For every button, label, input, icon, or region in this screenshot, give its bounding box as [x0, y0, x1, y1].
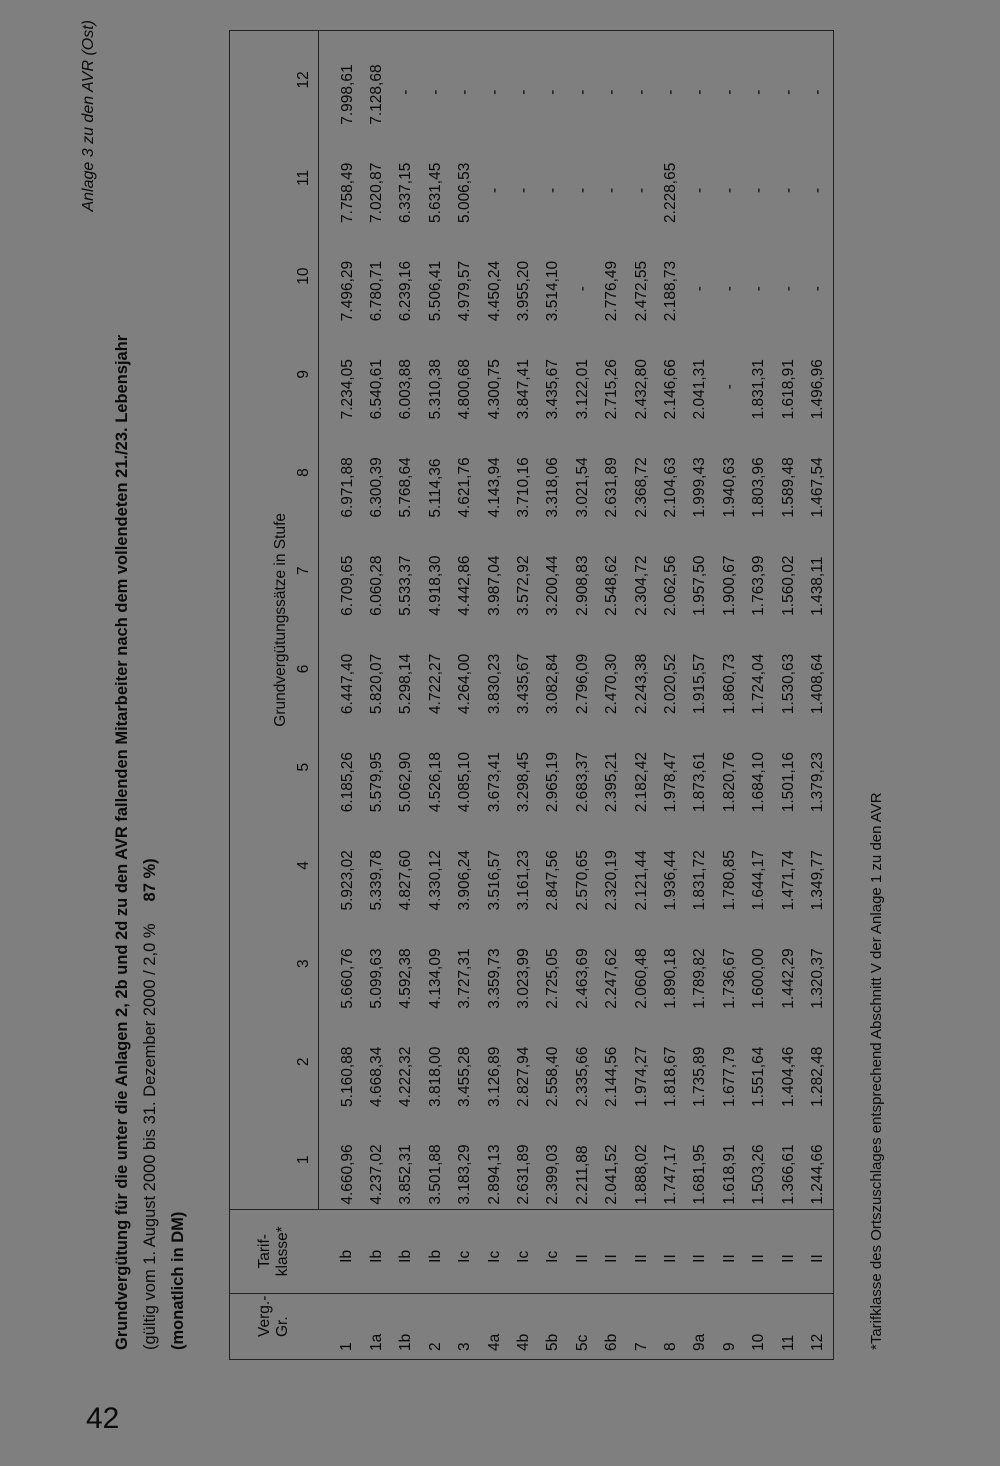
- salary-cell: 2.548,62: [603, 555, 621, 616]
- salary-cell: 3.359,73: [485, 948, 503, 1009]
- salary-cell: 2.228,65: [661, 162, 679, 223]
- verg-gr-cell: 1: [319, 1293, 363, 1359]
- salary-cell: 2.104,63: [661, 457, 679, 518]
- table-row: [480, 31, 509, 1360]
- salary-cell: 1.404,46: [779, 1046, 797, 1107]
- stufe-header: 4: [290, 816, 319, 914]
- salary-cell: -: [573, 187, 591, 193]
- header-tarifklasse: Tarif- klasse*: [230, 1209, 319, 1293]
- salary-cell: 4.330,12: [426, 850, 444, 911]
- salary-cell: 6.447,40: [338, 653, 356, 715]
- salary-cell: 1.471,74: [779, 850, 797, 911]
- tarifklasse-cell: Ib: [319, 1209, 363, 1293]
- salary-cell: 1.244,66: [808, 1144, 826, 1205]
- tarifklasse-cell: Ib: [421, 1209, 450, 1293]
- salary-cell: 2.304,72: [632, 555, 650, 616]
- salary-cell: 1.940,63: [720, 457, 738, 518]
- salary-cell: -: [661, 89, 679, 95]
- salary-cell: 6.239,16: [397, 260, 415, 322]
- table-row: [362, 31, 391, 1360]
- salary-cell: 1.978,47: [661, 751, 679, 813]
- salary-cell: 3.906,24: [456, 850, 474, 911]
- salary-cell: -: [720, 89, 738, 95]
- salary-cell: 2.683,37: [573, 751, 591, 813]
- stufe-header-row: [290, 31, 319, 1360]
- validity-line: [136, 335, 164, 1350]
- salary-cell: 1.530,63: [779, 653, 797, 715]
- salary-cell: 4.450,24: [485, 260, 503, 322]
- salary-cell: 3.673,41: [485, 751, 503, 813]
- salary-cell: 5.768,64: [397, 457, 415, 518]
- verg-gr-cell: 5b: [539, 1293, 568, 1359]
- salary-cell: 3.023,99: [515, 948, 533, 1009]
- salary-cell: -: [515, 89, 533, 95]
- salary-cell: 2.121,44: [632, 850, 650, 911]
- salary-cell: 2.211,88: [573, 1145, 591, 1205]
- tarifklasse-cell: II: [774, 1209, 803, 1293]
- salary-cell: 4.918,30: [426, 555, 444, 616]
- tarifklasse-cell: II: [627, 1209, 656, 1293]
- salary-cell: 2.144,56: [603, 1046, 621, 1107]
- stufe-header: 11: [290, 129, 319, 227]
- salary-cell: 5.339,78: [368, 850, 386, 911]
- salary-cell: 1.915,57: [691, 653, 709, 715]
- salary-cell: 2.062,56: [661, 555, 679, 616]
- table-row: [774, 31, 803, 1360]
- salary-cell: 2.060,48: [632, 948, 650, 1009]
- salary-cell: 4.827,60: [397, 850, 415, 911]
- stufe-header: 7: [290, 522, 319, 620]
- salary-cell: 1.736,67: [720, 948, 738, 1009]
- salary-cell: 5.006,53: [456, 162, 474, 223]
- salary-cell: 3.572,92: [515, 555, 533, 616]
- salary-cell: 3.122,01: [573, 359, 591, 420]
- salary-cell: 2.041,52: [603, 1144, 621, 1205]
- salary-cell: 1.735,89: [691, 1046, 709, 1107]
- salary-cell: 4.526,18: [426, 751, 444, 813]
- salary-cell: 2.368,72: [632, 457, 650, 518]
- salary-cell: 1.888,02: [632, 1144, 650, 1205]
- salary-cell: -: [720, 384, 738, 390]
- salary-cell: 6.060,28: [368, 555, 386, 616]
- tarifklasse-cell: Ic: [539, 1209, 568, 1293]
- salary-cell: -: [808, 286, 826, 292]
- salary-cell: 1.496,96: [808, 359, 826, 420]
- salary-cell: 4.134,09: [426, 948, 444, 1009]
- tarifklasse-cell: II: [803, 1209, 833, 1293]
- salary-cell: 4.592,38: [397, 948, 415, 1009]
- salary-cell: 5.298,14: [397, 653, 415, 715]
- verg-gr-cell: 9a: [686, 1293, 715, 1359]
- salary-cell: -: [808, 89, 826, 95]
- salary-cell: 3.455,28: [456, 1046, 474, 1107]
- table-row: [686, 31, 715, 1360]
- salary-cell: 2.908,83: [573, 555, 591, 616]
- tarifklasse-cell: II: [568, 1209, 597, 1293]
- salary-cell: 1.789,82: [691, 948, 709, 1009]
- verg-gr-cell: 8: [656, 1293, 685, 1359]
- rotated-page: [70, 20, 930, 1430]
- salary-cell: 1.366,61: [779, 1144, 797, 1205]
- salary-cell: 2.796,09: [573, 653, 591, 715]
- salary-cell: 2.041,31: [691, 359, 709, 420]
- salary-cell: 5.062,90: [397, 751, 415, 813]
- salary-cell: -: [632, 187, 650, 193]
- salary-cell: 1.957,50: [691, 555, 709, 616]
- salary-cell: 2.715,26: [603, 359, 621, 420]
- salary-cell: 3.161,23: [515, 850, 533, 911]
- salary-cell: -: [779, 286, 797, 292]
- salary-cell: 2.335,66: [573, 1046, 591, 1107]
- salary-cell: 2.432,80: [632, 359, 650, 420]
- salary-cell: 3.435,67: [515, 653, 533, 715]
- salary-cell: 3.727,31: [456, 948, 474, 1009]
- header-verg-gr: Verg.- Gr.: [230, 1293, 319, 1359]
- salary-cell: 1.936,44: [661, 850, 679, 911]
- salary-cell: 4.300,75: [485, 359, 503, 420]
- table-row: [392, 31, 421, 1360]
- salary-cell: 2.472,55: [632, 260, 650, 322]
- verg-gr-cell: 5c: [568, 1293, 597, 1359]
- salary-cell: 7.020,87: [368, 162, 386, 223]
- verg-gr-cell: 1a: [362, 1293, 391, 1359]
- salary-cell: 5.923,02: [338, 850, 356, 911]
- salary-cell: 1.618,91: [779, 359, 797, 420]
- table-row: [627, 31, 656, 1360]
- salary-cell: 4.237,02: [368, 1144, 386, 1205]
- salary-table: [229, 30, 834, 1360]
- salary-cell: -: [632, 89, 650, 95]
- table-row: [744, 31, 773, 1360]
- salary-cell: 1.999,43: [691, 457, 709, 518]
- salary-cell: 2.965,19: [544, 751, 562, 813]
- salary-cell: 3.435,67: [544, 359, 562, 420]
- salary-cell: 2.320,19: [603, 850, 621, 911]
- salary-cell: 1.860,73: [720, 653, 738, 715]
- salary-cell: 1.438,11: [808, 556, 826, 616]
- verg-gr-cell: 9: [715, 1293, 744, 1359]
- tarifklasse-cell: Ic: [451, 1209, 480, 1293]
- verg-gr-cell: 7: [627, 1293, 656, 1359]
- tarifklasse-cell: II: [686, 1209, 715, 1293]
- footnote: *Tarifklasse des Ortszuschlages entsprechend Abschnitt V der Anlage 1 zu den AVR: [868, 792, 885, 1350]
- salary-cell: -: [603, 187, 621, 193]
- salary-cell: 7.128,68: [368, 64, 386, 125]
- salary-cell: 1.644,17: [750, 850, 768, 911]
- table-row: [451, 31, 480, 1360]
- salary-cell: 5.820,07: [368, 653, 386, 715]
- salary-cell: 2.399,03: [544, 1144, 562, 1205]
- salary-cell: 4.222,32: [397, 1046, 415, 1107]
- salary-cell: -: [456, 89, 474, 95]
- salary-cell: 3.501,88: [426, 1144, 444, 1205]
- salary-cell: 3.200,44: [544, 555, 562, 616]
- salary-cell: 1.467,54: [808, 457, 826, 518]
- salary-cell: 7.234,05: [338, 359, 356, 420]
- salary-cell: 2.020,52: [661, 653, 679, 715]
- table-row: [656, 31, 685, 1360]
- salary-cell: -: [397, 89, 415, 95]
- salary-cell: 3.514,10: [544, 260, 562, 322]
- salary-cell: -: [720, 286, 738, 292]
- salary-cell: 2.395,21: [603, 751, 621, 813]
- tarifklasse-cell: Ib: [362, 1209, 391, 1293]
- salary-cell: -: [720, 187, 738, 193]
- salary-cell: 4.264,00: [456, 653, 474, 715]
- salary-cell: 2.827,94: [515, 1046, 533, 1107]
- salary-cell: -: [691, 89, 709, 95]
- salary-cell: 2.243,38: [632, 653, 650, 715]
- salary-cell: 1.681,95: [691, 1144, 709, 1205]
- salary-cell: 3.987,04: [485, 555, 503, 616]
- verg-gr-cell: 1b: [392, 1293, 421, 1359]
- salary-cell: 7.496,29: [338, 260, 356, 322]
- page-number: 42: [86, 1402, 120, 1435]
- salary-cell: -: [573, 286, 591, 292]
- salary-cell: 1.803,96: [750, 457, 768, 518]
- salary-cell: 7.998,61: [338, 64, 356, 125]
- salary-cell: 1.974,27: [632, 1046, 650, 1107]
- verg-gr-cell: 3: [451, 1293, 480, 1359]
- salary-cell: 2.470,30: [603, 653, 621, 715]
- salary-cell: -: [485, 89, 503, 95]
- salary-cell: 5.099,63: [368, 948, 386, 1009]
- salary-cell: 1.551,64: [750, 1046, 768, 1107]
- salary-cell: 2.188,73: [661, 260, 679, 322]
- salary-cell: -: [691, 187, 709, 193]
- table-row: [539, 31, 568, 1360]
- table-row: [421, 31, 450, 1360]
- salary-cell: 4.660,96: [338, 1144, 356, 1205]
- salary-cell: 1.724,04: [750, 653, 768, 715]
- tarifklasse-cell: II: [656, 1209, 685, 1293]
- salary-cell: 1.831,72: [691, 850, 709, 911]
- table-row: [568, 31, 597, 1360]
- salary-cell: -: [426, 89, 444, 95]
- salary-cell: 1.349,77: [808, 850, 826, 911]
- annex-label: Anlage 3 zu den AVR (Ost): [80, 20, 97, 212]
- verg-gr-cell: 4b: [509, 1293, 538, 1359]
- salary-cell: -: [779, 187, 797, 193]
- salary-cell: 2.146,66: [661, 359, 679, 420]
- salary-cell: 3.082,84: [544, 653, 562, 715]
- tarifklasse-cell: Ic: [480, 1209, 509, 1293]
- salary-cell: 1.763,99: [750, 555, 768, 616]
- salary-cell: 5.310,38: [426, 359, 444, 420]
- salary-cell: 2.631,89: [603, 457, 621, 518]
- salary-cell: 3.847,41: [515, 359, 533, 420]
- salary-cell: 6.780,71: [368, 260, 386, 322]
- salary-cell: 1.282,48: [808, 1046, 826, 1107]
- salary-cell: -: [515, 187, 533, 193]
- salary-cell: 5.533,37: [397, 555, 415, 616]
- stufe-header: 5: [290, 718, 319, 816]
- salary-cell: 1.379,23: [808, 751, 826, 813]
- percentage-value: 87 %): [141, 858, 159, 902]
- salary-cell: -: [603, 89, 621, 95]
- salary-cell: 4.722,27: [426, 653, 444, 715]
- salary-cell: 4.085,10: [456, 751, 474, 813]
- salary-cell: 3.818,00: [426, 1046, 444, 1107]
- salary-cell: 1.747,17: [661, 1144, 679, 1205]
- salary-cell: 6.709,65: [338, 555, 356, 616]
- tarifklasse-cell: Ib: [392, 1209, 421, 1293]
- salary-cell: 1.684,10: [750, 751, 768, 813]
- salary-cell: -: [691, 286, 709, 292]
- salary-cell: 1.900,67: [720, 555, 738, 616]
- salary-cell: 1.589,48: [779, 457, 797, 518]
- salary-cell: 2.776,49: [603, 260, 621, 322]
- tarifklasse-cell: II: [598, 1209, 627, 1293]
- salary-cell: -: [750, 89, 768, 95]
- salary-cell: 3.516,57: [485, 850, 503, 911]
- tarifklasse-cell: II: [715, 1209, 744, 1293]
- salary-cell: 1.677,79: [720, 1046, 738, 1107]
- document-title: Grundvergütung für die unter die Anlagen 2, 2b und 2d zu den AVR fallenden Mitarbeiter nach dem vollendeten 21./23. Lebensjahr: [113, 334, 131, 1350]
- salary-cell: 2.570,65: [573, 850, 591, 911]
- heading-block: [108, 335, 192, 1350]
- salary-cell: 5.506,41: [426, 260, 444, 322]
- salary-cell: 3.021,54: [573, 457, 591, 518]
- salary-cell: -: [750, 187, 768, 193]
- salary-cell: 1.890,18: [661, 948, 679, 1009]
- header-stufe-title: Grundvergütungssätze in Stufe: [272, 513, 289, 727]
- salary-cell: 5.114,36: [426, 458, 444, 518]
- salary-cell: -: [544, 89, 562, 95]
- salary-cell: 4.143,94: [485, 457, 503, 518]
- salary-cell: 6.540,61: [368, 359, 386, 420]
- salary-cell: 6.337,15: [397, 162, 415, 223]
- salary-table-body: [319, 31, 834, 1360]
- salary-cell: 4.979,57: [456, 260, 474, 322]
- salary-cell: 7.758,49: [338, 162, 356, 223]
- salary-cell: 2.247,62: [603, 948, 621, 1009]
- stufe-header: 6: [290, 620, 319, 718]
- table-row: [319, 31, 363, 1360]
- salary-cell: 1.818,67: [661, 1046, 679, 1107]
- salary-cell: 2.894,13: [485, 1144, 503, 1205]
- salary-cell: -: [485, 187, 503, 193]
- salary-cell: 2.847,56: [544, 850, 562, 911]
- salary-cell: -: [750, 286, 768, 292]
- table-row: [598, 31, 627, 1360]
- salary-cell: 3.955,20: [515, 260, 533, 322]
- salary-cell: 2.631,89: [515, 1144, 533, 1205]
- salary-cell: -: [779, 89, 797, 95]
- verg-gr-cell: 12: [803, 1293, 833, 1359]
- salary-cell: 1.408,64: [808, 653, 826, 715]
- salary-cell: 1.501,16: [779, 751, 797, 813]
- salary-cell: 5.579,95: [368, 751, 386, 813]
- salary-cell: 5.160,88: [338, 1046, 356, 1107]
- salary-cell: -: [573, 89, 591, 95]
- salary-cell: 6.185,26: [338, 751, 356, 813]
- salary-cell: 3.852,31: [397, 1144, 415, 1205]
- salary-cell: 1.442,29: [779, 948, 797, 1009]
- stufe-header: 2: [290, 1013, 319, 1111]
- verg-gr-cell: 11: [774, 1293, 803, 1359]
- salary-cell: 1.831,31: [750, 359, 768, 420]
- salary-cell: 1.560,02: [779, 555, 797, 616]
- verg-gr-cell: 2: [421, 1293, 450, 1359]
- stufe-header: 10: [290, 227, 319, 325]
- salary-cell: 2.725,05: [544, 948, 562, 1009]
- salary-cell: 6.003,88: [397, 359, 415, 420]
- salary-cell: 3.183,29: [456, 1144, 474, 1205]
- salary-cell: 3.318,06: [544, 457, 562, 518]
- salary-cell: 2.463,69: [573, 948, 591, 1009]
- salary-cell: 3.830,23: [485, 653, 503, 715]
- tarifklasse-cell: Ic: [509, 1209, 538, 1293]
- salary-cell: 4.668,34: [368, 1046, 386, 1107]
- salary-cell: 4.442,86: [456, 555, 474, 616]
- salary-cell: 5.631,45: [426, 162, 444, 223]
- salary-cell: 1.618,91: [720, 1144, 738, 1205]
- validity-text: (gültig vom 1. August 2000 bis 31. Dezember 2000 / 2,0 %: [141, 923, 159, 1350]
- unit-note: (monatlich in DM): [169, 1211, 187, 1350]
- salary-cell: 3.298,45: [515, 751, 533, 813]
- salary-cell: 6.300,39: [368, 457, 386, 518]
- salary-cell: 5.660,76: [338, 948, 356, 1009]
- salary-cell: 3.126,89: [485, 1046, 503, 1107]
- salary-cell: 1.320,37: [808, 948, 826, 1009]
- verg-gr-cell: 6b: [598, 1293, 627, 1359]
- table-row: [715, 31, 744, 1360]
- table-row: [803, 31, 833, 1360]
- stufe-header: 12: [290, 31, 319, 129]
- salary-cell: -: [544, 187, 562, 193]
- salary-cell: 1.600,00: [750, 948, 768, 1009]
- salary-cell: 4.621,76: [456, 457, 474, 518]
- salary-cell: 3.710,16: [515, 457, 533, 518]
- salary-cell: 2.182,42: [632, 751, 650, 813]
- stufe-header: 1: [290, 1111, 319, 1209]
- salary-cell: -: [808, 187, 826, 193]
- verg-gr-cell: 10: [744, 1293, 773, 1359]
- salary-cell: 1.820,76: [720, 751, 738, 813]
- stufe-header: 8: [290, 423, 319, 521]
- tarifklasse-cell: II: [744, 1209, 773, 1293]
- salary-cell: 1.780,85: [720, 850, 738, 911]
- table-row: [509, 31, 538, 1360]
- stufe-header: 9: [290, 325, 319, 423]
- salary-cell: 4.800,68: [456, 359, 474, 420]
- salary-cell: 2.558,40: [544, 1046, 562, 1107]
- salary-cell: 1.873,61: [691, 751, 709, 813]
- salary-cell: 6.971,88: [338, 457, 356, 518]
- salary-cell: 1.503,26: [750, 1144, 768, 1205]
- verg-gr-cell: 4a: [480, 1293, 509, 1359]
- stufe-header: 3: [290, 915, 319, 1013]
